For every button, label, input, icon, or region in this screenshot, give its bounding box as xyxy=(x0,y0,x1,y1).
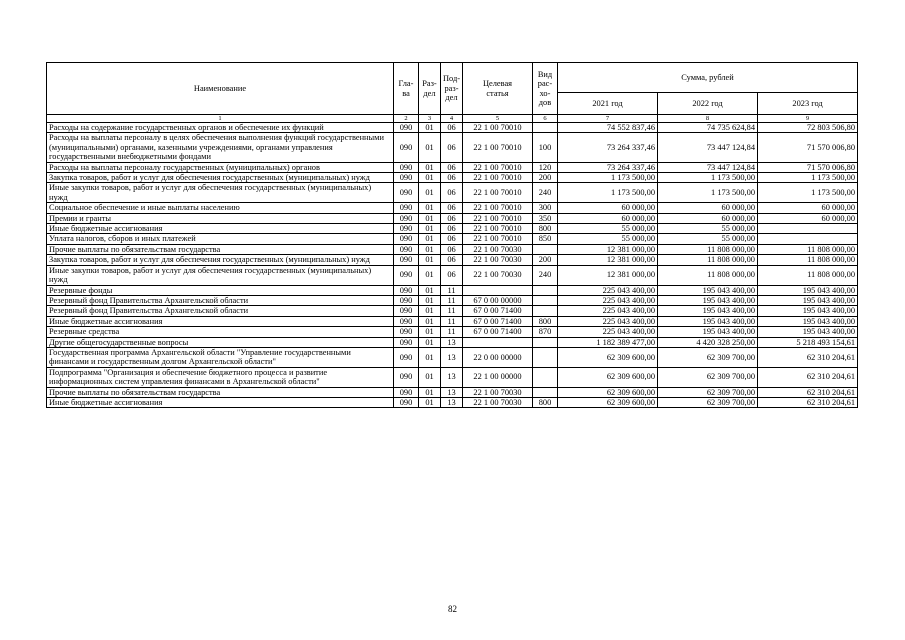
row-target-article: 22 1 00 70010 xyxy=(463,173,533,183)
row-chapter: 090 xyxy=(394,285,419,295)
row-target-article xyxy=(463,337,533,347)
row-subsection: 11 xyxy=(441,285,463,295)
row-sum-2022: 11 808 000,00 xyxy=(658,255,758,265)
row-sum-2023: 11 808 000,00 xyxy=(758,265,858,285)
row-sum-2023: 71 570 006,80 xyxy=(758,133,858,162)
row-sum-2021: 12 381 000,00 xyxy=(558,244,658,254)
row-section: 01 xyxy=(419,327,441,337)
row-sum-2022: 11 808 000,00 xyxy=(658,265,758,285)
row-expense-type: 300 xyxy=(533,203,558,213)
row-subsection: 06 xyxy=(441,234,463,244)
row-section: 01 xyxy=(419,397,441,407)
row-chapter: 090 xyxy=(394,162,419,172)
row-sum-2022: 55 000,00 xyxy=(658,224,758,234)
row-expense-type xyxy=(533,347,558,367)
row-sum-2022: 195 043 400,00 xyxy=(658,285,758,295)
row-name: Резервный фонд Правительства Архангельской области xyxy=(47,295,394,305)
table-row xyxy=(47,387,858,397)
table-row xyxy=(47,347,858,367)
row-subsection: 06 xyxy=(441,255,463,265)
row-sum-2021: 12 381 000,00 xyxy=(558,265,658,285)
row-sum-2022: 195 043 400,00 xyxy=(658,306,758,316)
row-sum-2023: 71 570 006,80 xyxy=(758,162,858,172)
column-number: 1 xyxy=(47,115,394,123)
row-sum-2021: 225 043 400,00 xyxy=(558,295,658,305)
row-sum-2023 xyxy=(758,224,858,234)
row-subsection: 11 xyxy=(441,316,463,326)
row-chapter: 090 xyxy=(394,173,419,183)
row-sum-2022: 73 447 124,84 xyxy=(658,162,758,172)
row-sum-2023: 62 310 204,61 xyxy=(758,367,858,387)
row-subsection: 13 xyxy=(441,367,463,387)
row-sum-2022: 195 043 400,00 xyxy=(658,316,758,326)
row-expense-type: 850 xyxy=(533,234,558,244)
row-sum-2023: 195 043 400,00 xyxy=(758,327,858,337)
row-sum-2022: 11 808 000,00 xyxy=(658,244,758,254)
row-section: 01 xyxy=(419,295,441,305)
row-expense-type xyxy=(533,285,558,295)
row-name: Иные бюджетные ассигнования xyxy=(47,397,394,407)
row-sum-2021: 55 000,00 xyxy=(558,234,658,244)
row-sum-2023: 11 808 000,00 xyxy=(758,255,858,265)
row-target-article: 22 1 00 70030 xyxy=(463,255,533,265)
table-row xyxy=(47,213,858,223)
row-name: Уплата налогов, сборов и иных платежей xyxy=(47,234,394,244)
row-sum-2022: 195 043 400,00 xyxy=(658,295,758,305)
row-target-article: 22 1 00 70010 xyxy=(463,224,533,234)
row-subsection: 13 xyxy=(441,387,463,397)
row-target-article: 67 0 00 71400 xyxy=(463,306,533,316)
row-sum-2021: 225 043 400,00 xyxy=(558,285,658,295)
row-subsection: 06 xyxy=(441,123,463,133)
row-sum-2023: 11 808 000,00 xyxy=(758,244,858,254)
row-chapter: 090 xyxy=(394,295,419,305)
column-number: 7 xyxy=(558,115,658,123)
header-name: Наименование xyxy=(47,63,394,115)
row-chapter: 090 xyxy=(394,337,419,347)
table-row xyxy=(47,173,858,183)
row-name: Государственная программа Архангельской области "Управление государственными финансами и государственным долгом Архангельской области" xyxy=(47,347,394,367)
row-chapter: 090 xyxy=(394,213,419,223)
row-chapter: 090 xyxy=(394,255,419,265)
row-name: Расходы на содержание государственных органов и обеспечение их функций xyxy=(47,123,394,133)
row-subsection: 06 xyxy=(441,133,463,162)
row-section: 01 xyxy=(419,316,441,326)
row-section: 01 xyxy=(419,244,441,254)
row-expense-type xyxy=(533,367,558,387)
row-sum-2022: 195 043 400,00 xyxy=(658,327,758,337)
table-body xyxy=(47,123,858,408)
row-expense-type xyxy=(533,306,558,316)
table-row xyxy=(47,234,858,244)
row-sum-2021: 225 043 400,00 xyxy=(558,316,658,326)
row-sum-2021: 55 000,00 xyxy=(558,224,658,234)
row-sum-2021: 62 309 600,00 xyxy=(558,347,658,367)
row-expense-type xyxy=(533,295,558,305)
row-chapter: 090 xyxy=(394,244,419,254)
row-section: 01 xyxy=(419,285,441,295)
row-sum-2022: 60 000,00 xyxy=(658,203,758,213)
column-number: 3 xyxy=(419,115,441,123)
row-sum-2022: 74 735 624,84 xyxy=(658,123,758,133)
row-sum-2023: 195 043 400,00 xyxy=(758,285,858,295)
header-target: Целевая статья xyxy=(463,63,533,115)
row-sum-2021: 74 552 837,46 xyxy=(558,123,658,133)
row-target-article: 22 1 00 70010 xyxy=(463,123,533,133)
row-expense-type xyxy=(533,337,558,347)
row-expense-type xyxy=(533,244,558,254)
row-expense-type: 240 xyxy=(533,265,558,285)
row-subsection: 13 xyxy=(441,337,463,347)
row-name: Расходы на выплаты персоналу государственных (муниципальных) органов xyxy=(47,162,394,172)
header-chapter: Гла- ва xyxy=(394,63,419,115)
table-row xyxy=(47,183,858,203)
row-sum-2022: 62 309 700,00 xyxy=(658,347,758,367)
row-sum-2023: 1 173 500,00 xyxy=(758,173,858,183)
row-target-article: 67 0 00 71400 xyxy=(463,327,533,337)
row-subsection: 13 xyxy=(441,347,463,367)
row-name: Социальное обеспечение и иные выплаты населению xyxy=(47,203,394,213)
row-target-article: 22 1 00 70010 xyxy=(463,133,533,162)
row-expense-type xyxy=(533,123,558,133)
row-sum-2023: 62 310 204,61 xyxy=(758,347,858,367)
header-expense-type: Вид рас- хо- дов xyxy=(533,63,558,115)
row-sum-2022: 4 420 328 250,00 xyxy=(658,337,758,347)
row-target-article: 22 1 00 70030 xyxy=(463,265,533,285)
row-expense-type: 100 xyxy=(533,133,558,162)
row-sum-2023: 195 043 400,00 xyxy=(758,316,858,326)
column-number: 8 xyxy=(658,115,758,123)
row-section: 01 xyxy=(419,162,441,172)
row-chapter: 090 xyxy=(394,387,419,397)
row-target-article: 22 1 00 70030 xyxy=(463,397,533,407)
row-section: 01 xyxy=(419,183,441,203)
header-section: Раз- дел xyxy=(419,63,441,115)
row-sum-2022: 62 309 700,00 xyxy=(658,387,758,397)
row-sum-2021: 62 309 600,00 xyxy=(558,397,658,407)
row-expense-type: 800 xyxy=(533,224,558,234)
row-sum-2021: 1 182 389 477,00 xyxy=(558,337,658,347)
row-expense-type: 240 xyxy=(533,183,558,203)
table-row xyxy=(47,397,858,407)
row-sum-2021: 60 000,00 xyxy=(558,213,658,223)
row-sum-2021: 73 264 337,46 xyxy=(558,162,658,172)
header-year-2021: 2021 год xyxy=(558,93,658,115)
row-sum-2023: 62 310 204,61 xyxy=(758,397,858,407)
table-row xyxy=(47,285,858,295)
row-name: Расходы на выплаты персоналу в целях обеспечения выполнения функций государственными (муниципальными) органами, казенными учреждениями, органами управления государственными внебюджетными фондами xyxy=(47,133,394,162)
row-chapter: 090 xyxy=(394,265,419,285)
row-section: 01 xyxy=(419,337,441,347)
row-subsection: 06 xyxy=(441,173,463,183)
row-target-article: 22 1 00 70030 xyxy=(463,387,533,397)
row-subsection: 06 xyxy=(441,183,463,203)
row-chapter: 090 xyxy=(394,133,419,162)
row-sum-2021: 12 381 000,00 xyxy=(558,255,658,265)
row-name: Закупка товаров, работ и услуг для обеспечения государственных (муниципальных) нужд xyxy=(47,173,394,183)
row-expense-type: 870 xyxy=(533,327,558,337)
table-row xyxy=(47,255,858,265)
table-row xyxy=(47,316,858,326)
row-name: Премии и гранты xyxy=(47,213,394,223)
row-sum-2022: 62 309 700,00 xyxy=(658,397,758,407)
row-chapter: 090 xyxy=(394,327,419,337)
table-row xyxy=(47,123,858,133)
row-section: 01 xyxy=(419,306,441,316)
row-sum-2023: 72 803 506,80 xyxy=(758,123,858,133)
row-expense-type xyxy=(533,387,558,397)
table-row xyxy=(47,133,858,162)
row-target-article: 22 1 00 70010 xyxy=(463,203,533,213)
row-sum-2022: 55 000,00 xyxy=(658,234,758,244)
row-target-article: 22 1 00 70030 xyxy=(463,244,533,254)
table-row xyxy=(47,367,858,387)
row-name: Резервные средства xyxy=(47,327,394,337)
row-sum-2022: 60 000,00 xyxy=(658,213,758,223)
row-name: Подпрограмма "Организация и обеспечение бюджетного процесса и развитие информационных систем управления финансами в Архангельской области" xyxy=(47,367,394,387)
page-number: 82 xyxy=(448,604,457,614)
row-subsection: 06 xyxy=(441,213,463,223)
row-sum-2023: 1 173 500,00 xyxy=(758,183,858,203)
header-subsection: Под- раз- дел xyxy=(441,63,463,115)
row-expense-type: 350 xyxy=(533,213,558,223)
row-name: Закупка товаров, работ и услуг для обеспечения государственных (муниципальных) нужд xyxy=(47,255,394,265)
row-target-article: 22 1 00 70010 xyxy=(463,183,533,203)
row-name: Иные бюджетные ассигнования xyxy=(47,316,394,326)
row-sum-2023: 195 043 400,00 xyxy=(758,295,858,305)
row-expense-type: 200 xyxy=(533,255,558,265)
row-name: Иные закупки товаров, работ и услуг для обеспечения государственных (муниципальных) нужд xyxy=(47,265,394,285)
table-row xyxy=(47,327,858,337)
row-expense-type: 800 xyxy=(533,397,558,407)
row-expense-type: 800 xyxy=(533,316,558,326)
column-number: 4 xyxy=(441,115,463,123)
row-target-article: 22 1 00 70010 xyxy=(463,234,533,244)
row-chapter: 090 xyxy=(394,224,419,234)
row-chapter: 090 xyxy=(394,123,419,133)
column-number: 6 xyxy=(533,115,558,123)
row-expense-type: 200 xyxy=(533,173,558,183)
column-number: 9 xyxy=(758,115,858,123)
row-name: Иные закупки товаров, работ и услуг для обеспечения государственных (муниципальных) нужд xyxy=(47,183,394,203)
row-chapter: 090 xyxy=(394,347,419,367)
row-sum-2023 xyxy=(758,234,858,244)
row-sum-2022: 1 173 500,00 xyxy=(658,173,758,183)
row-sum-2021: 62 309 600,00 xyxy=(558,367,658,387)
table-row xyxy=(47,244,858,254)
row-subsection: 06 xyxy=(441,162,463,172)
row-sum-2021: 1 173 500,00 xyxy=(558,173,658,183)
row-target-article: 67 0 00 71400 xyxy=(463,316,533,326)
row-name: Резервный фонд Правительства Архангельской области xyxy=(47,306,394,316)
row-chapter: 090 xyxy=(394,183,419,203)
row-subsection: 13 xyxy=(441,397,463,407)
row-chapter: 090 xyxy=(394,397,419,407)
row-target-article: 22 1 00 70010 xyxy=(463,162,533,172)
table-row xyxy=(47,306,858,316)
row-sum-2023: 5 218 493 154,61 xyxy=(758,337,858,347)
row-subsection: 11 xyxy=(441,306,463,316)
row-sum-2023: 62 310 204,61 xyxy=(758,387,858,397)
row-subsection: 11 xyxy=(441,295,463,305)
row-name: Прочие выплаты по обязательствам государства xyxy=(47,387,394,397)
row-sum-2021: 225 043 400,00 xyxy=(558,327,658,337)
row-section: 01 xyxy=(419,265,441,285)
row-section: 01 xyxy=(419,203,441,213)
header-row-top xyxy=(47,63,858,93)
row-subsection: 11 xyxy=(441,327,463,337)
table-row xyxy=(47,224,858,234)
row-sum-2021: 73 264 337,46 xyxy=(558,133,658,162)
row-subsection: 06 xyxy=(441,203,463,213)
row-section: 01 xyxy=(419,387,441,397)
table-row xyxy=(47,295,858,305)
row-sum-2021: 1 173 500,00 xyxy=(558,183,658,203)
table-row xyxy=(47,337,858,347)
row-chapter: 090 xyxy=(394,203,419,213)
table-row xyxy=(47,162,858,172)
row-subsection: 06 xyxy=(441,224,463,234)
table-row xyxy=(47,203,858,213)
row-sum-2023: 60 000,00 xyxy=(758,203,858,213)
row-target-article: 22 1 00 70010 xyxy=(463,213,533,223)
row-sum-2021: 225 043 400,00 xyxy=(558,306,658,316)
row-section: 01 xyxy=(419,347,441,367)
row-target-article xyxy=(463,285,533,295)
row-name: Резервные фонды xyxy=(47,285,394,295)
column-number: 2 xyxy=(394,115,419,123)
row-section: 01 xyxy=(419,234,441,244)
row-subsection: 06 xyxy=(441,244,463,254)
header-year-2022: 2022 год xyxy=(658,93,758,115)
row-target-article: 22 0 00 00000 xyxy=(463,347,533,367)
row-section: 01 xyxy=(419,123,441,133)
row-name: Иные бюджетные ассигнования xyxy=(47,224,394,234)
row-sum-2021: 62 309 600,00 xyxy=(558,387,658,397)
row-target-article: 22 1 00 00000 xyxy=(463,367,533,387)
row-sum-2023: 195 043 400,00 xyxy=(758,306,858,316)
row-chapter: 090 xyxy=(394,234,419,244)
budget-table xyxy=(46,62,858,408)
row-section: 01 xyxy=(419,224,441,234)
row-target-article: 67 0 00 00000 xyxy=(463,295,533,305)
header-sum: Сумма, рублей xyxy=(558,63,858,93)
row-sum-2022: 1 173 500,00 xyxy=(658,183,758,203)
row-sum-2022: 62 309 700,00 xyxy=(658,367,758,387)
row-sum-2022: 73 447 124,84 xyxy=(658,133,758,162)
row-sum-2023: 60 000,00 xyxy=(758,213,858,223)
row-chapter: 090 xyxy=(394,367,419,387)
row-expense-type: 120 xyxy=(533,162,558,172)
column-number: 5 xyxy=(463,115,533,123)
row-section: 01 xyxy=(419,255,441,265)
row-section: 01 xyxy=(419,173,441,183)
row-name: Другие общегосударственные вопросы xyxy=(47,337,394,347)
header-year-2023: 2023 год xyxy=(758,93,858,115)
row-sum-2021: 60 000,00 xyxy=(558,203,658,213)
row-name: Прочие выплаты по обязательствам государства xyxy=(47,244,394,254)
row-section: 01 xyxy=(419,133,441,162)
column-number-row xyxy=(47,115,858,123)
row-subsection: 06 xyxy=(441,265,463,285)
row-section: 01 xyxy=(419,367,441,387)
row-chapter: 090 xyxy=(394,306,419,316)
row-chapter: 090 xyxy=(394,316,419,326)
row-section: 01 xyxy=(419,213,441,223)
table-row xyxy=(47,265,858,285)
